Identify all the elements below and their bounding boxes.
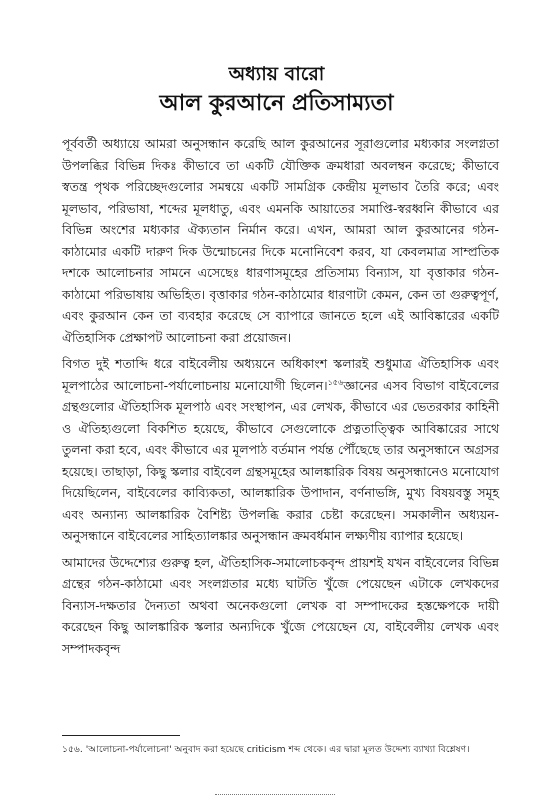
chapter-title: আল কুরআনে প্রতিসাম্যতা [159,91,394,116]
paragraph-3: আমাদের উদ্দেশ্যের গুরুত্ব হল, ঐতিহাসিক-সমালোচকবৃন্দ প্রায়শই যখন বাইবেলের বিভিন্ন গ্রন্থের গঠন-কাঠামো এবং সংলগ্নতার মধ্যে ঘাটতি খুঁজে পেয়েছেন এটাকে লেখকদের বিন্যাস-দক্ষতার দৈন্যতা অথবা অনেকগুলো লেখক বা সম্পাদকের হস্তক্ষেপকে দায়ী করেছেন কিছু আলঙ্কারিক স্কলার অন্যদিকে খুঁজে পেয়েছেন যে, বাইবেলীয় লেখক এবং সম্পাদকবৃন্দ [62,554,499,656]
body-text [62,133,499,664]
chapter-number-heading: অধ্যায় বারো [228,63,325,85]
footnote: ১৫৬. 'আলোচনা-পর্যালোচনা' অনুবাদ করা হয়েছে criticism শব্দ থেকে। এর দ্বারা মূলত উদ্দেশ্য ব্যাখ্যা বিশ্লেষণ। [62,744,470,755]
footer-fragment-mark [215,794,335,798]
paragraph-2-text: বিগত দুই শতাব্দি ধরে বাইবেলীয় অধ্যয়নে অধিকাংশ স্কলারই শুধুমাত্র ঐতিহাসিক এবং মূলপাঠের আলোচনা-পর্যালোচনায় মনোযোগী ছিলেন। [62,356,499,393]
footnote-reference[interactable]: ১৫৬ [327,377,344,387]
footnote-divider [62,735,180,736]
paragraph-2 [62,353,499,547]
paragraph-2-continuation: জ্ঞানের এসব বিভাগ বাইবেলের গ্রন্থগুলোর ঐতিহাসিক মূলপাঠ এবং সংস্থাপন, এর লেখক, কীভাবে এর ভেতরকার কাহিনী ও ঐতিহ্যগুলো বিকশিত হয়েছে, কীভাবে সেগুলোকে প্রত্নতাত্ত্বিক আবিষ্কারের সাথে তুলনা করা হবে, এবং কীভাবে এর মূলপাঠ বর্তমান পর্যন্ত পৌঁছেছে তার অনুসন্ধানে অগ্রসর হয়েছে। তাছাড়া, কিছু স্কলার বাইবেল গ্রন্থসমূহের আলঙ্কারিক বিষয় অনুসন্ধানেও মনোযোগ দিয়েছিলেন, বাইবেলের কাব্যিকতা, আলঙ্কারিক উপাদান, বর্ণনাভঙ্গি, মুখ্য বিষয়বস্তু সমূহ এবং অন্যান্য আলঙ্কারিক বৈশিষ্ট্য উপলব্ধি করার চেষ্টা করেছেন। সমকালীন অধ্যয়ন-অনুসন্ধানে বাইবেলের সাহিত্যালঙ্কার অনুসন্ধান ক্রমবর্ধমান লক্ষ্যণীয় ব্যাপার হয়েছে। [62,377,499,543]
paragraph-1: পূর্ববর্তী অধ্যায়ে আমরা অনুসন্ধান করেছি আল কুরআনের সূরাগুলোর মধ্যকার সংলগ্নতা উপলব্ধির বিভিন্ন দিকঃ কীভাবে তা একটি যৌক্তিক ক্রমধারা অবলম্বন করেছে; কীভাবে স্বতন্ত্র পৃথক পরিচ্ছেদগুলোর সমন্বয়ে একটি সামগ্রিক কেন্দ্রীয় মূলভাব তৈরি করে; এবং মূলভাব, পরিভাষা, শব্দের মূলধাতু, এবং এমনকি আয়াতের সমাপ্তি-স্বরধ্বনি কীভাবে এর বিভিন্ন অংশের মধ্যকার ঐক্যতান নির্মান করে। এখন, আমরা আল কুরআনের গঠন-কাঠামোর একটি দারুণ দিক উন্মোচনের দিকে মনোনিবেশ করব, যা কেবলমাত্র সাম্প্রতিক দশকে আলোচনার সামনে এসেছেঃ ধারণাসমূহের প্রতিসাম্য বিন্যাস, যা বৃত্তাকার গঠন-কাঠামো পরিভাষায় অভিহিত। বৃত্তাকার গঠন-কাঠামোর ধারণাটা কেমন, কেন তা গুরুত্বপূর্ণ, এবং কুরআন কেন তা ব্যবহার করেছে সে ব্যাপারে জানতে হলে এই আবিষ্কারের একটি ঐতিহাসিক প্রেক্ষাপট আলোচনা করা প্রয়োজন। [62,136,499,345]
cropped-footer-fragment [190,788,360,800]
